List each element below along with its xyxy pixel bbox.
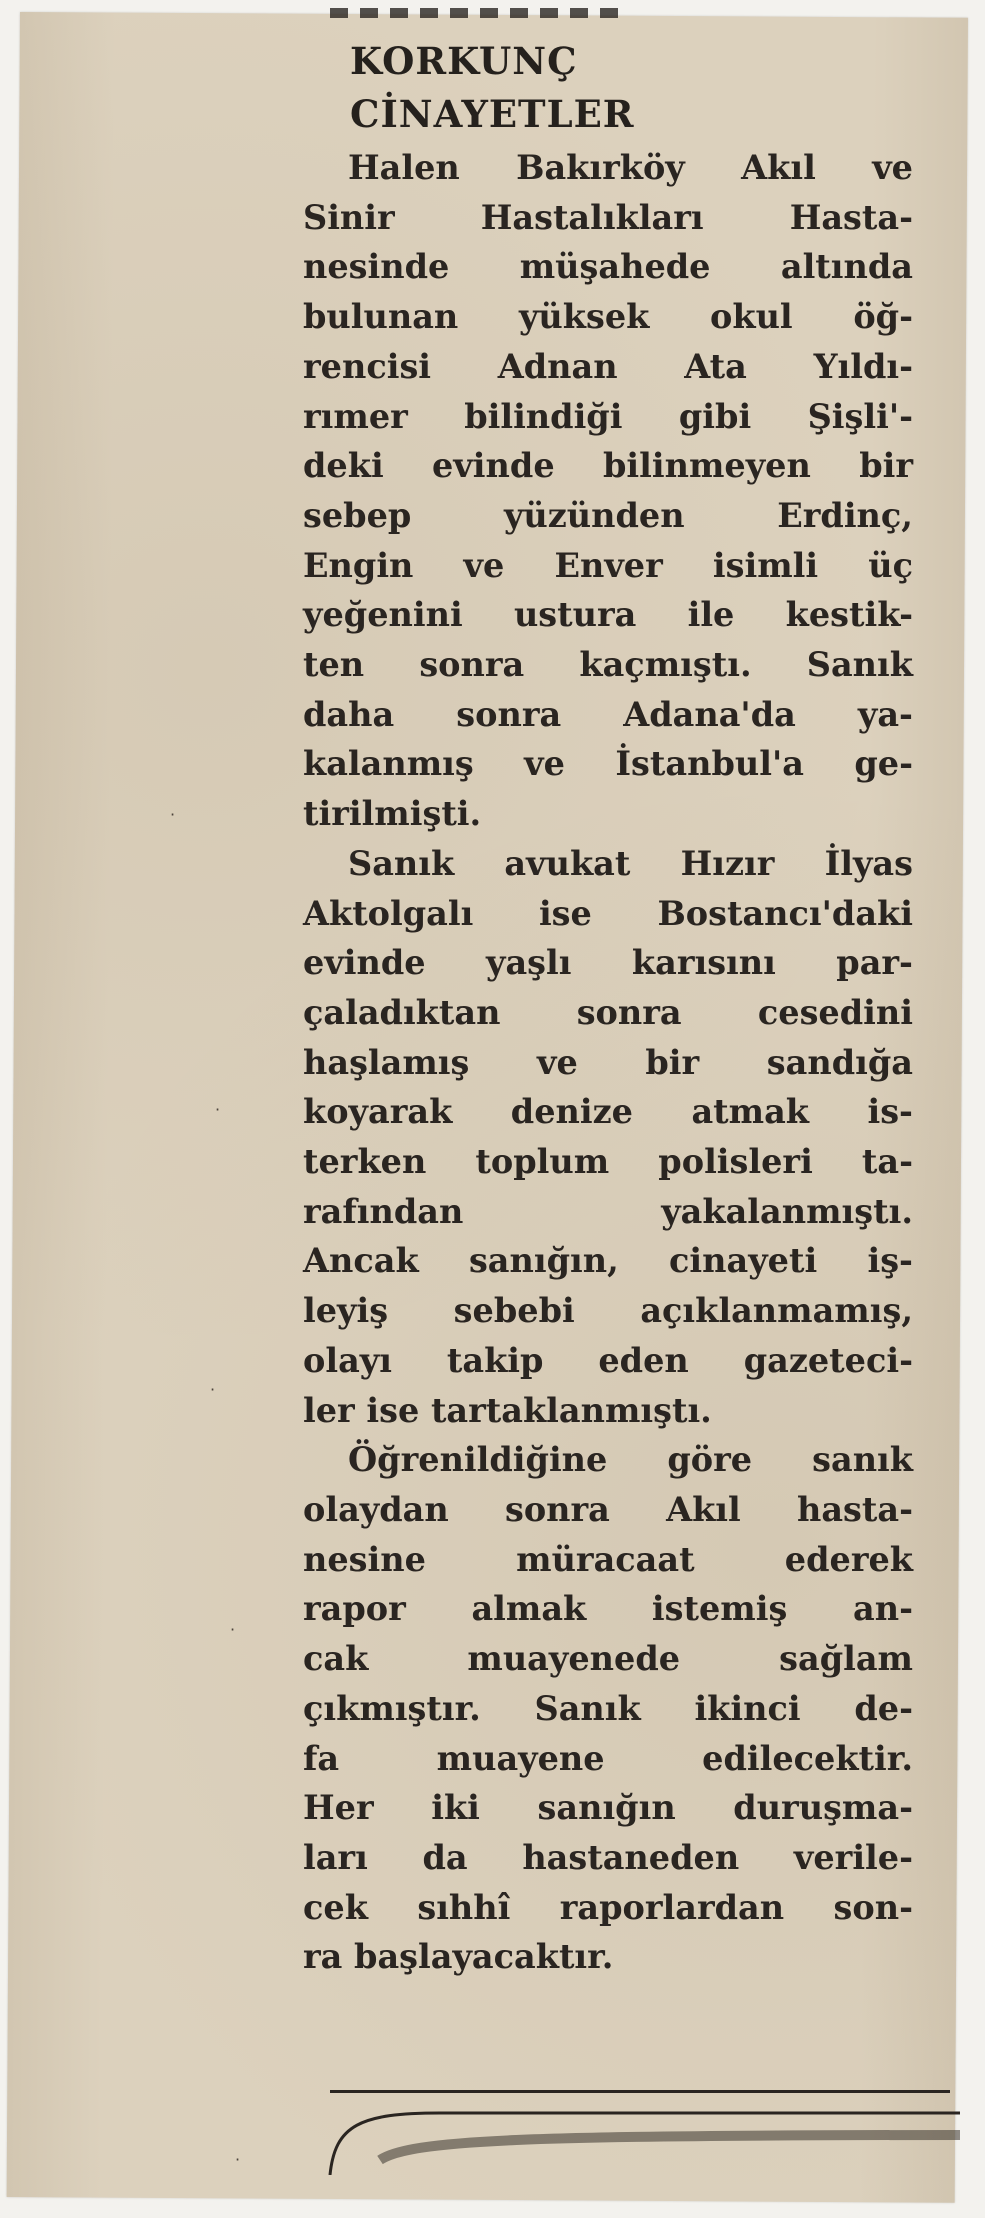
article-line: fa muayene edilecektir. xyxy=(303,1738,913,1778)
article-line: olaydan sonra Akıl hasta- xyxy=(303,1489,913,1529)
article-line: sebep yüzünden Erdinç, xyxy=(303,495,913,535)
article-line: Aktolgalı ise Bostancı'daki xyxy=(303,893,913,933)
article-line: Halen Bakırköy Akıl ve xyxy=(348,148,913,187)
article-line: daha sonra Adana'da ya- xyxy=(303,694,913,734)
article-line: haşlamış ve bir sandığa xyxy=(303,1042,913,1082)
article-line: deki evinde bilinmeyen bir xyxy=(303,446,913,486)
ink-speck: · xyxy=(215,1100,221,1119)
divider-rule xyxy=(330,2090,950,2093)
article-line: terken toplum polisleri ta- xyxy=(303,1142,913,1182)
article-line: olayı takip eden gazeteci- xyxy=(303,1340,913,1380)
article-line: nesine müracaat ederek xyxy=(303,1539,913,1579)
ink-speck: · xyxy=(230,1620,236,1639)
headline-line-1: KORKUNÇ xyxy=(350,39,578,83)
article-body xyxy=(303,143,913,1982)
ink-speck: · xyxy=(210,1380,216,1399)
article-line: Engin ve Enver isimli üç xyxy=(303,545,913,585)
article-line: bulunan yüksek okul öğ- xyxy=(303,297,913,337)
headline-line-2: CİNAYETLER xyxy=(350,92,635,136)
article-line: Sanık avukat Hızır İlyas xyxy=(348,843,913,883)
article-line: çıkmıştır. Sanık ikinci de- xyxy=(303,1688,913,1728)
article-line: rafından yakalanmıştı. xyxy=(303,1191,913,1231)
article-line: Sinir Hastalıkları Hasta- xyxy=(303,197,913,237)
next-article-border xyxy=(320,2105,960,2175)
article-line: cek sıhhî raporlardan son- xyxy=(303,1887,913,1927)
article-line: leyiş sebebi açıklanmamış, xyxy=(303,1291,913,1331)
article-line: evinde yaşlı karısını par- xyxy=(303,943,913,983)
article-line: tirilmişti. xyxy=(303,794,482,834)
article-line: çaladıktan sonra cesedini xyxy=(303,992,913,1032)
article-line: Her iki sanığın duruşma- xyxy=(303,1788,913,1828)
ink-speck: · xyxy=(235,2150,241,2169)
article-line: ler ise tartaklanmıştı. xyxy=(303,1390,712,1430)
article-line: ları da hastaneden verile- xyxy=(303,1837,913,1877)
article-line: Öğrenildiğine göre sanık xyxy=(348,1440,913,1480)
article-line: nesinde müşahede altında xyxy=(303,247,913,287)
article-line: yeğenini ustura ile kestik- xyxy=(303,595,913,635)
article-line: rımer bilindiği gibi Şişli'- xyxy=(303,396,913,436)
article-line: ra başlayacaktır. xyxy=(303,1937,614,1977)
torn-text-fragment xyxy=(330,8,630,18)
article-line: ten sonra kaçmıştı. Sanık xyxy=(303,645,913,685)
article-line: kalanmış ve İstanbul'a ge- xyxy=(303,744,913,784)
article-line: koyarak denize atmak is- xyxy=(303,1092,913,1132)
article-line: rencisi Adnan Ata Yıldı- xyxy=(303,346,913,386)
ink-speck: · xyxy=(170,805,176,824)
article-line: cak muayenede sağlam xyxy=(303,1639,913,1679)
article-line: rapor almak istemiş an- xyxy=(303,1589,913,1629)
article-headline xyxy=(350,35,635,141)
article-line: Ancak sanığın, cinayeti iş- xyxy=(303,1241,913,1281)
